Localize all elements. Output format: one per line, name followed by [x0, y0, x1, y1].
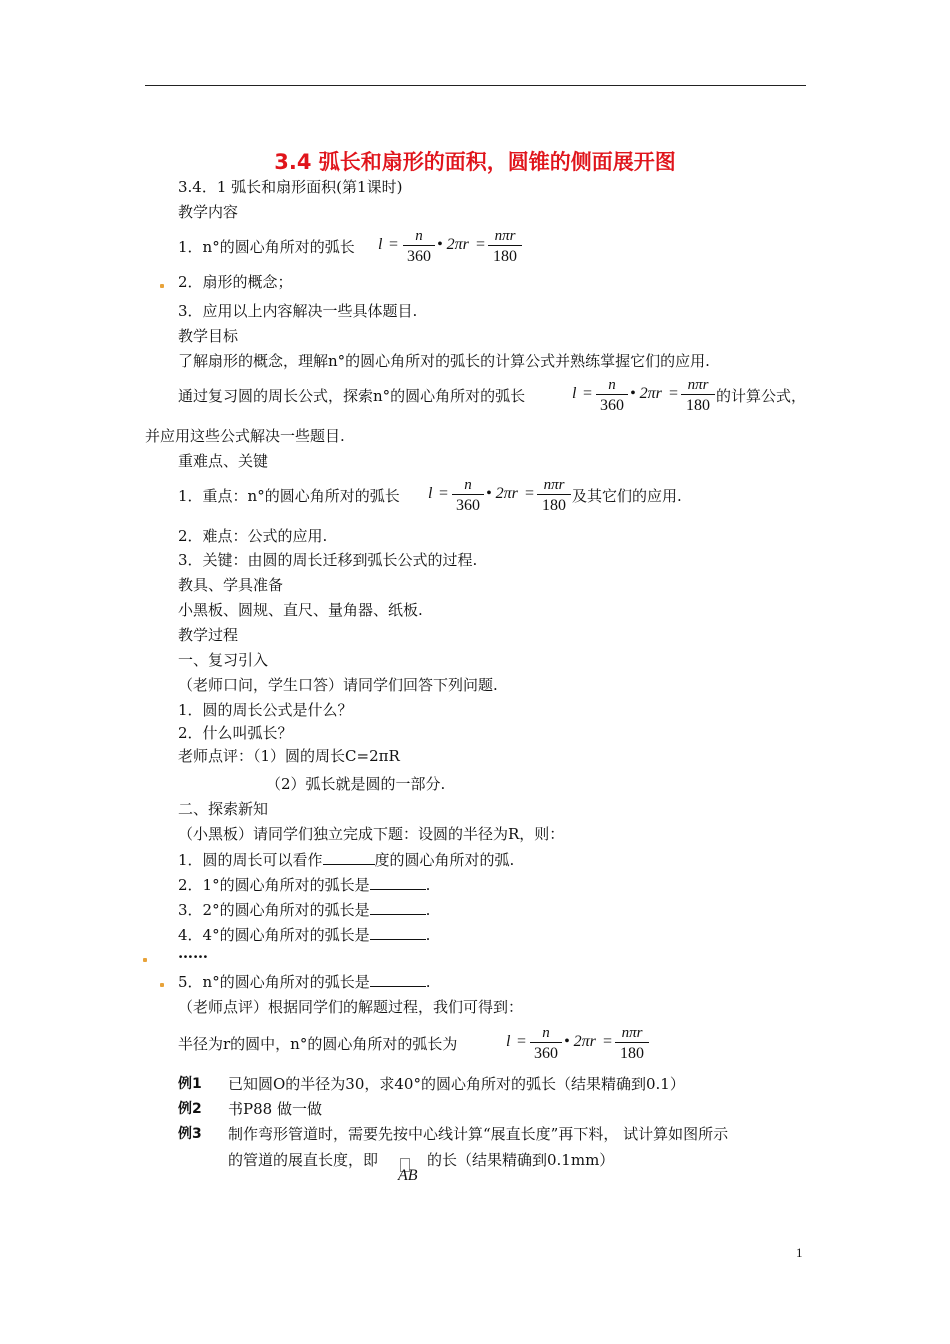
- conclusion: 半径为r的圆中，n°的圆心角所对的弧长为: [178, 1035, 458, 1053]
- content-item-3: 3．应用以上内容解决一些具体题目.: [178, 302, 418, 320]
- exercise-5: 5．n°的圆心角所对的弧长是 .: [178, 973, 431, 991]
- exercise-4: 4．4°的圆心角所对的弧长是 .: [178, 926, 431, 944]
- exercise-1: 1．圆的周长可以看作 度的圆心角所对的弧.: [178, 851, 515, 869]
- keypoint-1-tail: 及其它们的应用.: [572, 487, 682, 505]
- objective-2-tail: 的计算公式，: [716, 387, 807, 405]
- heading-content: 教学内容: [178, 203, 239, 221]
- page-title: 3.4 弧长和扇形的面积，圆锥的侧面展开图: [274, 150, 676, 174]
- mark-dot: [143, 958, 147, 962]
- content-item-1: 1．n°的圆心角所对的弧长: [178, 238, 355, 256]
- objective-2: 通过复习圆的周长公式，探索n°的圆心角所对的弧长: [178, 387, 526, 405]
- example-2: 书P88 做一做: [228, 1100, 322, 1118]
- question-1: 1．圆的周长公式是什么？: [178, 701, 353, 719]
- example-3-line-1: 制作弯形管道时，需要先按中心线计算“展直长度”再下料， 试计算如图所示: [228, 1125, 729, 1143]
- teacher-summary: （老师点评）根据同学们的解题过程，我们可得到：: [178, 998, 524, 1016]
- page-number: 1: [796, 1245, 803, 1260]
- objective-1: 了解扇形的概念，理解n°的圆心角所对的弧长的计算公式并熟练掌握它们的应用.: [178, 352, 710, 370]
- process-part-1: 一、复习引入: [178, 651, 269, 669]
- keypoint-1: 1．重点：n°的圆心角所对的弧长: [178, 487, 400, 505]
- process-text-2: （小黑板）请同学们独立完成下题：设圆的半径为R，则：: [178, 825, 565, 843]
- mark-dot: [160, 284, 164, 288]
- process-part-2: 二、探索新知: [178, 800, 269, 818]
- mark-dot: [160, 983, 164, 987]
- objective-2-cont: 并应用这些公式解决一些题目.: [145, 427, 345, 445]
- content-item-2: 2．扇形的概念；: [178, 273, 293, 291]
- process-text-1: （老师口问，学生口答）请同学们回答下列问题.: [178, 676, 498, 694]
- header-rule: [145, 85, 806, 86]
- question-2: 2．什么叫弧长？: [178, 724, 293, 742]
- exercise-2: 2．1°的圆心角所对的弧长是 .: [178, 876, 431, 894]
- teacher-comment-2: （2）弧长就是圆的一部分.: [266, 775, 446, 793]
- example-3-line-2-tail: 的长（结果精确到0.1mm）: [427, 1151, 615, 1169]
- keypoint-3: 3．关键：由圆的周长迁移到弧长公式的过程.: [178, 551, 478, 569]
- section-heading: 3.4．1 弧长和扇形面积(第1课时): [178, 178, 403, 196]
- exercise-3: 3．2°的圆心角所对的弧长是 .: [178, 901, 431, 919]
- keypoint-2: 2．难点：公式的应用.: [178, 527, 328, 545]
- example-3-label: 例3: [178, 1126, 202, 1142]
- example-1: 已知圆O的半径为30，求40°的圆心角所对的弧长（结果精确到0.1）: [228, 1075, 685, 1093]
- heading-tools: 教具、学具准备: [178, 576, 284, 594]
- example-2-label: 例2: [178, 1101, 202, 1117]
- example-3-line-2: 的管道的展直长度，即: [228, 1151, 379, 1169]
- heading-process: 教学过程: [178, 626, 239, 644]
- heading-keypoints: 重难点、关键: [178, 452, 269, 470]
- arc-label: AB: [398, 1167, 418, 1184]
- teacher-comment-1: 老师点评：（1）圆的周长C=2πR: [178, 747, 400, 765]
- tools-list: 小黑板、圆规、直尺、量角器、纸板.: [178, 601, 423, 619]
- example-1-label: 例1: [178, 1076, 202, 1092]
- heading-objectives: 教学目标: [178, 327, 239, 345]
- ellipsis: ……: [178, 944, 208, 962]
